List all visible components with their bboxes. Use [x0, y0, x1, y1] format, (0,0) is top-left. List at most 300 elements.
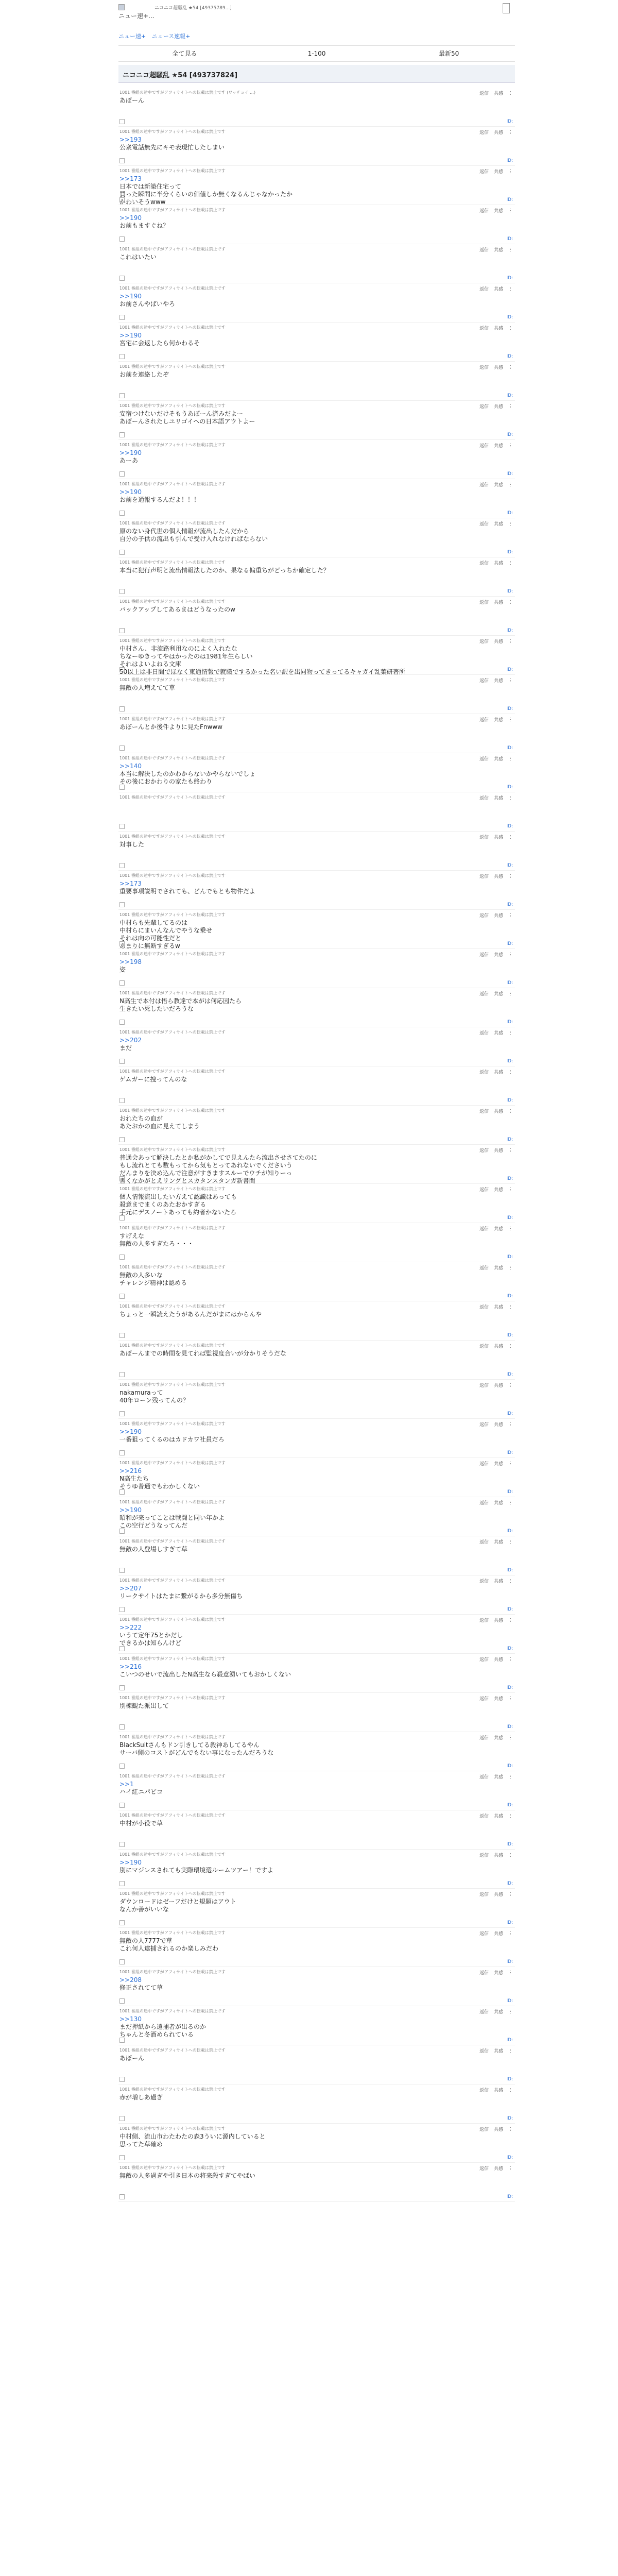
post-menu-icon[interactable]: ︙ [508, 1148, 513, 1154]
post-checkbox[interactable] [119, 1294, 125, 1299]
post-id[interactable]: ID: [506, 1059, 513, 1064]
post-menu-icon[interactable]: ︙ [508, 1031, 513, 1036]
post-id[interactable]: ID: [506, 1215, 513, 1221]
post-checkbox[interactable] [119, 1372, 125, 1377]
reply-anchor-link[interactable]: >>208 [119, 1976, 142, 1984]
post-checkbox[interactable] [119, 1881, 125, 1886]
reply-anchor-link[interactable]: >>190 [119, 332, 142, 339]
post-menu-icon[interactable]: ︙ [508, 248, 513, 253]
post-id[interactable]: ID: [506, 119, 513, 124]
post-id[interactable]: ID: [506, 393, 513, 398]
nav-all-button[interactable]: 全て見る [172, 50, 197, 57]
like-button[interactable]: 共感 [493, 796, 503, 801]
post-id[interactable]: ID: [506, 2116, 513, 2121]
breadcrumb-item[interactable]: ニュース速報+ [151, 33, 191, 40]
post-id[interactable]: ID: [506, 1998, 513, 2004]
like-button[interactable]: 共感 [493, 483, 503, 488]
like-button[interactable]: 共感 [493, 1618, 503, 1623]
post-checkbox[interactable] [119, 1842, 125, 1847]
post-menu-icon[interactable]: ︙ [508, 639, 513, 645]
reply-anchor-link[interactable]: >>193 [119, 136, 142, 143]
post-checkbox[interactable] [119, 824, 125, 829]
post-id[interactable]: ID: [506, 863, 513, 868]
post-text: 中村が小役で草 [119, 1820, 163, 1827]
post-checkbox[interactable] [119, 1568, 125, 1573]
reply-button[interactable]: 返信 [479, 1109, 489, 1114]
post-menu-icon[interactable]: ︙ [508, 1305, 513, 1310]
like-button[interactable]: 共感 [493, 287, 503, 292]
reply-anchor-link[interactable]: >>190 [119, 449, 142, 456]
post-checkbox[interactable] [119, 1059, 125, 1064]
like-button[interactable]: 共感 [493, 1383, 503, 1388]
post-checkbox[interactable] [119, 941, 125, 946]
post-checkbox[interactable] [119, 1411, 125, 1416]
reply-button[interactable]: 返信 [479, 679, 489, 684]
post-id[interactable]: ID: [506, 1959, 513, 1964]
reply-button[interactable]: 返信 [479, 209, 489, 214]
post-id[interactable]: ID: [506, 902, 513, 907]
reply-button[interactable]: 返信 [479, 1383, 489, 1388]
post-id[interactable]: ID: [506, 2194, 513, 2199]
post-menu-icon[interactable]: ︙ [508, 1462, 513, 1467]
post-checkbox[interactable] [119, 276, 125, 281]
post-checkbox[interactable] [119, 1724, 125, 1730]
reply-button[interactable]: 返信 [479, 1618, 489, 1623]
reply-button[interactable]: 返信 [479, 444, 489, 449]
breadcrumb-item[interactable]: ニュー速+ [118, 33, 146, 40]
like-button[interactable]: 共感 [493, 1188, 503, 1193]
reply-button[interactable]: 返信 [479, 1305, 489, 1310]
post-menu-icon[interactable]: ︙ [508, 209, 513, 214]
post-menu-icon[interactable]: ︙ [508, 2166, 513, 2172]
like-button[interactable]: 共感 [493, 1697, 503, 1702]
reply-anchor-link[interactable]: >>222 [119, 1624, 142, 1631]
reply-button[interactable]: 返信 [479, 1892, 489, 1897]
post-id[interactable]: ID: [506, 1842, 513, 1847]
post-checkbox[interactable] [119, 1450, 125, 1455]
reply-button[interactable]: 返信 [479, 522, 489, 527]
post-id[interactable]: ID: [506, 824, 513, 829]
post-id[interactable]: ID: [506, 745, 513, 751]
like-button[interactable]: 共感 [493, 1305, 503, 1310]
reply-button[interactable]: 返信 [479, 326, 489, 331]
reply-button[interactable]: 返信 [479, 874, 489, 879]
post-checkbox[interactable] [119, 1764, 125, 1769]
post-id[interactable]: ID: [506, 1098, 513, 1103]
post-id[interactable]: ID: [506, 589, 513, 594]
post-id[interactable]: ID: [506, 1646, 513, 1651]
post-checkbox[interactable] [119, 1959, 125, 1964]
reply-button[interactable]: 返信 [479, 2088, 489, 2093]
post-menu-icon[interactable]: ︙ [508, 1422, 513, 1428]
post-checkbox[interactable] [119, 1255, 125, 1260]
post-menu-icon[interactable]: ︙ [508, 365, 513, 370]
post-id[interactable]: ID: [506, 2038, 513, 2043]
reply-button[interactable]: 返信 [479, 1971, 489, 1976]
reply-button[interactable]: 返信 [479, 365, 489, 370]
post-checkbox[interactable] [119, 550, 125, 555]
reply-button[interactable]: 返信 [479, 1266, 489, 1271]
post-checkbox[interactable] [119, 2155, 125, 2160]
reply-button[interactable]: 返信 [479, 1736, 489, 1741]
post-checkbox[interactable] [119, 2194, 125, 2199]
post-checkbox[interactable] [119, 1646, 125, 1651]
like-button[interactable]: 共感 [493, 404, 503, 410]
post-id[interactable]: ID: [506, 511, 513, 516]
reply-button[interactable]: 返信 [479, 1853, 489, 1858]
post-menu-icon[interactable]: ︙ [508, 444, 513, 449]
reply-button[interactable]: 返信 [479, 1814, 489, 1819]
like-button[interactable]: 共感 [493, 444, 503, 449]
post-menu-icon[interactable]: ︙ [508, 1931, 513, 1937]
post-id[interactable]: ID: [506, 1411, 513, 1416]
post-checkbox[interactable] [119, 628, 125, 633]
post-menu-icon[interactable]: ︙ [508, 1383, 513, 1388]
post-checkbox[interactable] [119, 1998, 125, 2004]
post-id[interactable]: ID: [506, 2077, 513, 2082]
like-button[interactable]: 共感 [493, 2049, 503, 2054]
post-menu-icon[interactable]: ︙ [508, 2049, 513, 2054]
post-checkbox[interactable] [119, 1137, 125, 1142]
post-id[interactable]: ID: [506, 628, 513, 633]
reply-button[interactable]: 返信 [479, 1344, 489, 1349]
post-id[interactable]: ID: [506, 1764, 513, 1769]
post-menu-icon[interactable]: ︙ [508, 1697, 513, 1702]
post-checkbox[interactable] [119, 2116, 125, 2121]
post-menu-icon[interactable]: ︙ [508, 287, 513, 292]
post-checkbox[interactable] [119, 980, 125, 986]
reply-button[interactable]: 返信 [479, 718, 489, 723]
reply-button[interactable]: 返信 [479, 992, 489, 997]
post-menu-icon[interactable]: ︙ [508, 561, 513, 566]
reply-button[interactable]: 返信 [479, 796, 489, 801]
reply-anchor-link[interactable]: >>190 [119, 1428, 142, 1435]
reply-button[interactable]: 返信 [479, 1188, 489, 1193]
post-menu-icon[interactable]: ︙ [508, 326, 513, 331]
post-menu-icon[interactable]: ︙ [508, 796, 513, 801]
post-checkbox[interactable] [119, 158, 125, 163]
reply-button[interactable]: 返信 [479, 287, 489, 292]
reply-button[interactable]: 返信 [479, 1579, 489, 1584]
reply-button[interactable]: 返信 [479, 2049, 489, 2054]
reply-anchor-link[interactable]: >>198 [119, 958, 142, 965]
like-button[interactable]: 共感 [493, 2088, 503, 2093]
reply-button[interactable]: 返信 [479, 1657, 489, 1663]
post-menu-icon[interactable]: ︙ [508, 91, 513, 96]
reply-button[interactable]: 返信 [479, 639, 489, 645]
post-checkbox[interactable] [119, 667, 125, 672]
post-menu-icon[interactable]: ︙ [508, 1188, 513, 1193]
post-menu-icon[interactable]: ︙ [508, 1853, 513, 1858]
like-button[interactable]: 共感 [493, 679, 503, 684]
post-menu-icon[interactable]: ︙ [508, 600, 513, 605]
post-checkbox[interactable] [119, 1489, 125, 1495]
post-id[interactable]: ID: [506, 236, 513, 242]
post-menu-icon[interactable]: ︙ [508, 2088, 513, 2093]
post-menu-icon[interactable]: ︙ [508, 483, 513, 488]
reply-anchor-link[interactable]: >>207 [119, 1585, 142, 1592]
reply-button[interactable]: 返信 [479, 2010, 489, 2015]
reply-button[interactable]: 返信 [479, 913, 489, 919]
post-id[interactable]: ID: [506, 1450, 513, 1455]
like-button[interactable]: 共感 [493, 874, 503, 879]
post-menu-icon[interactable]: ︙ [508, 1736, 513, 1741]
post-menu-icon[interactable]: ︙ [508, 757, 513, 762]
like-button[interactable]: 共感 [493, 91, 503, 96]
reply-button[interactable]: 返信 [479, 404, 489, 410]
post-checkbox[interactable] [119, 2077, 125, 2082]
reply-button[interactable]: 返信 [479, 1540, 489, 1545]
post-checkbox[interactable] [119, 197, 125, 202]
post-checkbox[interactable] [119, 1685, 125, 1690]
reply-button[interactable]: 返信 [479, 2166, 489, 2172]
post-id[interactable]: ID: [506, 158, 513, 163]
post-id[interactable]: ID: [506, 197, 513, 202]
post-id[interactable]: ID: [506, 1529, 513, 1534]
like-button[interactable]: 共感 [493, 2127, 503, 2132]
post-checkbox[interactable] [119, 706, 125, 711]
like-button[interactable]: 共感 [493, 2010, 503, 2015]
like-button[interactable]: 共感 [493, 1814, 503, 1819]
like-button[interactable]: 共感 [493, 561, 503, 566]
like-button[interactable]: 共感 [493, 992, 503, 997]
reply-anchor-link[interactable]: >>190 [119, 1859, 142, 1866]
like-button[interactable]: 共感 [493, 522, 503, 527]
reply-button[interactable]: 返信 [479, 1775, 489, 1780]
post-checkbox[interactable] [119, 1020, 125, 1025]
like-button[interactable]: 共感 [493, 1344, 503, 1349]
reply-anchor-link[interactable]: >>140 [119, 762, 142, 770]
post-menu-icon[interactable]: ︙ [508, 1775, 513, 1780]
reply-anchor-link[interactable]: >>202 [119, 1037, 142, 1044]
post-checkbox[interactable] [119, 236, 125, 242]
post-checkbox[interactable] [119, 1607, 125, 1612]
post-id[interactable]: ID: [506, 315, 513, 320]
post-menu-icon[interactable]: ︙ [508, 874, 513, 879]
post-menu-icon[interactable]: ︙ [508, 835, 513, 840]
reply-button[interactable]: 返信 [479, 1501, 489, 1506]
post-menu-icon[interactable]: ︙ [508, 992, 513, 997]
post-id[interactable]: ID: [506, 276, 513, 281]
post-menu-icon[interactable]: ︙ [508, 2010, 513, 2015]
like-button[interactable]: 共感 [493, 130, 503, 135]
like-button[interactable]: 共感 [493, 1070, 503, 1075]
post-checkbox[interactable] [119, 745, 125, 751]
reply-button[interactable]: 返信 [479, 1148, 489, 1154]
reply-button[interactable]: 返信 [479, 1697, 489, 1702]
like-button[interactable]: 共感 [493, 1971, 503, 1976]
post-menu-icon[interactable]: ︙ [508, 1657, 513, 1663]
nav-range-button[interactable]: 1-100 [307, 50, 326, 57]
post-menu-icon[interactable]: ︙ [508, 1579, 513, 1584]
reply-anchor-link[interactable]: >>190 [119, 1506, 142, 1514]
post-id[interactable]: ID: [506, 1255, 513, 1260]
post-menu-icon[interactable]: ︙ [508, 1344, 513, 1349]
post-id[interactable]: ID: [506, 1294, 513, 1299]
reply-button[interactable]: 返信 [479, 2127, 489, 2132]
post-checkbox[interactable] [119, 354, 125, 359]
post-id[interactable]: ID: [506, 1607, 513, 1612]
post-id[interactable]: ID: [506, 550, 513, 555]
like-button[interactable]: 共感 [493, 1657, 503, 1663]
reply-button[interactable]: 返信 [479, 953, 489, 958]
reply-anchor-link[interactable]: >>130 [119, 2015, 142, 2023]
post-header: 1001 番組の途中ですがアフィサイトへの転載は禁止です [119, 1304, 226, 1309]
reply-button[interactable]: 返信 [479, 757, 489, 762]
like-button[interactable]: 共感 [493, 1540, 503, 1545]
reply-button[interactable]: 返信 [479, 835, 489, 840]
like-button[interactable]: 共感 [493, 953, 503, 958]
reply-button[interactable]: 返信 [479, 1422, 489, 1428]
reply-anchor-link[interactable]: >>190 [119, 214, 142, 222]
like-button[interactable]: 共感 [493, 1775, 503, 1780]
reply-anchor-link[interactable]: >>190 [119, 293, 142, 300]
reply-anchor-link[interactable]: >>173 [119, 175, 142, 182]
reply-button[interactable]: 返信 [479, 1931, 489, 1937]
reply-button[interactable]: 返信 [479, 600, 489, 605]
post-id[interactable]: ID: [506, 1803, 513, 1808]
post-checkbox[interactable] [119, 1098, 125, 1103]
post-menu-icon[interactable]: ︙ [508, 522, 513, 527]
reply-anchor-link[interactable]: >>216 [119, 1467, 142, 1475]
like-button[interactable]: 共感 [493, 1501, 503, 1506]
post-id[interactable]: ID: [506, 1176, 513, 1181]
reply-button[interactable]: 返信 [479, 91, 489, 96]
post-checkbox[interactable] [119, 119, 125, 124]
reply-button[interactable]: 返信 [479, 1462, 489, 1467]
post-checkbox[interactable] [119, 589, 125, 594]
like-button[interactable]: 共感 [493, 600, 503, 605]
post-checkbox[interactable] [119, 1920, 125, 1925]
post-checkbox[interactable] [119, 432, 125, 437]
post-checkbox[interactable] [119, 1333, 125, 1338]
post-menu-icon[interactable]: ︙ [508, 913, 513, 919]
like-button[interactable]: 共感 [493, 1227, 503, 1232]
post-id[interactable]: ID: [506, 941, 513, 946]
post-menu-icon[interactable]: ︙ [508, 130, 513, 135]
nav-latest-button[interactable]: 最新50 [439, 50, 459, 57]
post-id[interactable]: ID: [506, 354, 513, 359]
like-button[interactable]: 共感 [493, 1931, 503, 1937]
reply-anchor-link[interactable]: >>173 [119, 880, 142, 887]
post-checkbox[interactable] [119, 1529, 125, 1534]
post-id[interactable]: ID: [506, 980, 513, 986]
post-menu-icon[interactable]: ︙ [508, 1501, 513, 1506]
post-id[interactable]: ID: [506, 1568, 513, 1573]
like-button[interactable]: 共感 [493, 1109, 503, 1114]
like-button[interactable]: 共感 [493, 757, 503, 762]
post-id[interactable]: ID: [506, 1881, 513, 1886]
like-button[interactable]: 共感 [493, 1853, 503, 1858]
reply-button[interactable]: 返信 [479, 561, 489, 566]
post-id[interactable]: ID: [506, 706, 513, 711]
like-button[interactable]: 共感 [493, 1422, 503, 1428]
reply-button[interactable]: 返信 [479, 130, 489, 135]
like-button[interactable]: 共感 [493, 718, 503, 723]
post-checkbox[interactable] [119, 315, 125, 320]
post-menu-icon[interactable]: ︙ [508, 1070, 513, 1075]
post-menu-icon[interactable]: ︙ [508, 2127, 513, 2132]
post-id[interactable]: ID: [506, 1724, 513, 1730]
post-id[interactable]: ID: [506, 1920, 513, 1925]
post-menu-icon[interactable]: ︙ [508, 718, 513, 723]
like-button[interactable]: 共感 [493, 326, 503, 331]
post-actions [474, 1617, 513, 1623]
post-checkbox[interactable] [119, 1215, 125, 1221]
like-button[interactable]: 共感 [493, 2166, 503, 2172]
like-button[interactable]: 共感 [493, 1031, 503, 1036]
post-menu-icon[interactable]: ︙ [508, 1971, 513, 1976]
post-id[interactable]: ID: [506, 1333, 513, 1338]
post-id[interactable]: ID: [506, 1020, 513, 1025]
post-id[interactable]: ID: [506, 1489, 513, 1495]
like-button[interactable]: 共感 [493, 365, 503, 370]
reply-button[interactable]: 返信 [479, 1070, 489, 1075]
post-id[interactable]: ID: [506, 432, 513, 437]
post-id[interactable]: ID: [506, 1685, 513, 1690]
post-menu-icon[interactable]: ︙ [508, 170, 513, 175]
like-button[interactable]: 共感 [493, 170, 503, 175]
post-menu-icon[interactable]: ︙ [508, 1618, 513, 1623]
like-button[interactable]: 共感 [493, 1462, 503, 1467]
post-checkbox[interactable] [119, 1176, 125, 1181]
post-checkbox[interactable] [119, 1803, 125, 1808]
like-button[interactable]: 共感 [493, 835, 503, 840]
post-id[interactable]: ID: [506, 2155, 513, 2160]
like-button[interactable]: 共感 [493, 248, 503, 253]
like-button[interactable]: 共感 [493, 209, 503, 214]
post-id[interactable]: ID: [506, 1137, 513, 1142]
reply-anchor-link[interactable]: >>216 [119, 1663, 142, 1670]
post-menu-icon[interactable]: ︙ [508, 404, 513, 410]
post-checkbox[interactable] [119, 863, 125, 868]
post-menu-icon[interactable]: ︙ [508, 953, 513, 958]
reply-button[interactable]: 返信 [479, 1031, 489, 1036]
post-checkbox[interactable] [119, 902, 125, 907]
post-menu-icon[interactable]: ︙ [508, 1892, 513, 1897]
post-menu-icon[interactable]: ︙ [508, 1814, 513, 1819]
post-menu-icon[interactable]: ︙ [508, 1540, 513, 1545]
menu-icon[interactable] [503, 3, 510, 13]
post-checkbox[interactable] [119, 511, 125, 516]
post-menu-icon[interactable]: ︙ [508, 1227, 513, 1232]
like-button[interactable]: 共感 [493, 639, 503, 645]
like-button[interactable]: 共感 [493, 913, 503, 919]
like-button[interactable]: 共感 [493, 1148, 503, 1154]
post-checkbox[interactable] [119, 785, 125, 790]
post-menu-icon[interactable]: ︙ [508, 1266, 513, 1271]
post-checkbox[interactable] [119, 471, 125, 477]
reply-anchor-link[interactable]: >>1 [119, 1781, 134, 1788]
reply-button[interactable]: 返信 [479, 248, 489, 253]
reply-button[interactable]: 返信 [479, 1227, 489, 1232]
post-id[interactable]: ID: [506, 471, 513, 477]
post-id[interactable]: ID: [506, 1372, 513, 1377]
reply-button[interactable]: 返信 [479, 483, 489, 488]
like-button[interactable]: 共感 [493, 1579, 503, 1584]
reply-button[interactable]: 返信 [479, 170, 489, 175]
post-id[interactable]: ID: [506, 667, 513, 672]
post-checkbox[interactable] [119, 2038, 125, 2043]
post-id[interactable]: ID: [506, 785, 513, 790]
like-button[interactable]: 共感 [493, 1892, 503, 1897]
post-checkbox[interactable] [119, 393, 125, 398]
like-button[interactable]: 共感 [493, 1266, 503, 1271]
post-menu-icon[interactable]: ︙ [508, 679, 513, 684]
post-menu-icon[interactable]: ︙ [508, 1109, 513, 1114]
like-button[interactable]: 共感 [493, 1736, 503, 1741]
reply-anchor-link[interactable]: >>190 [119, 488, 142, 496]
